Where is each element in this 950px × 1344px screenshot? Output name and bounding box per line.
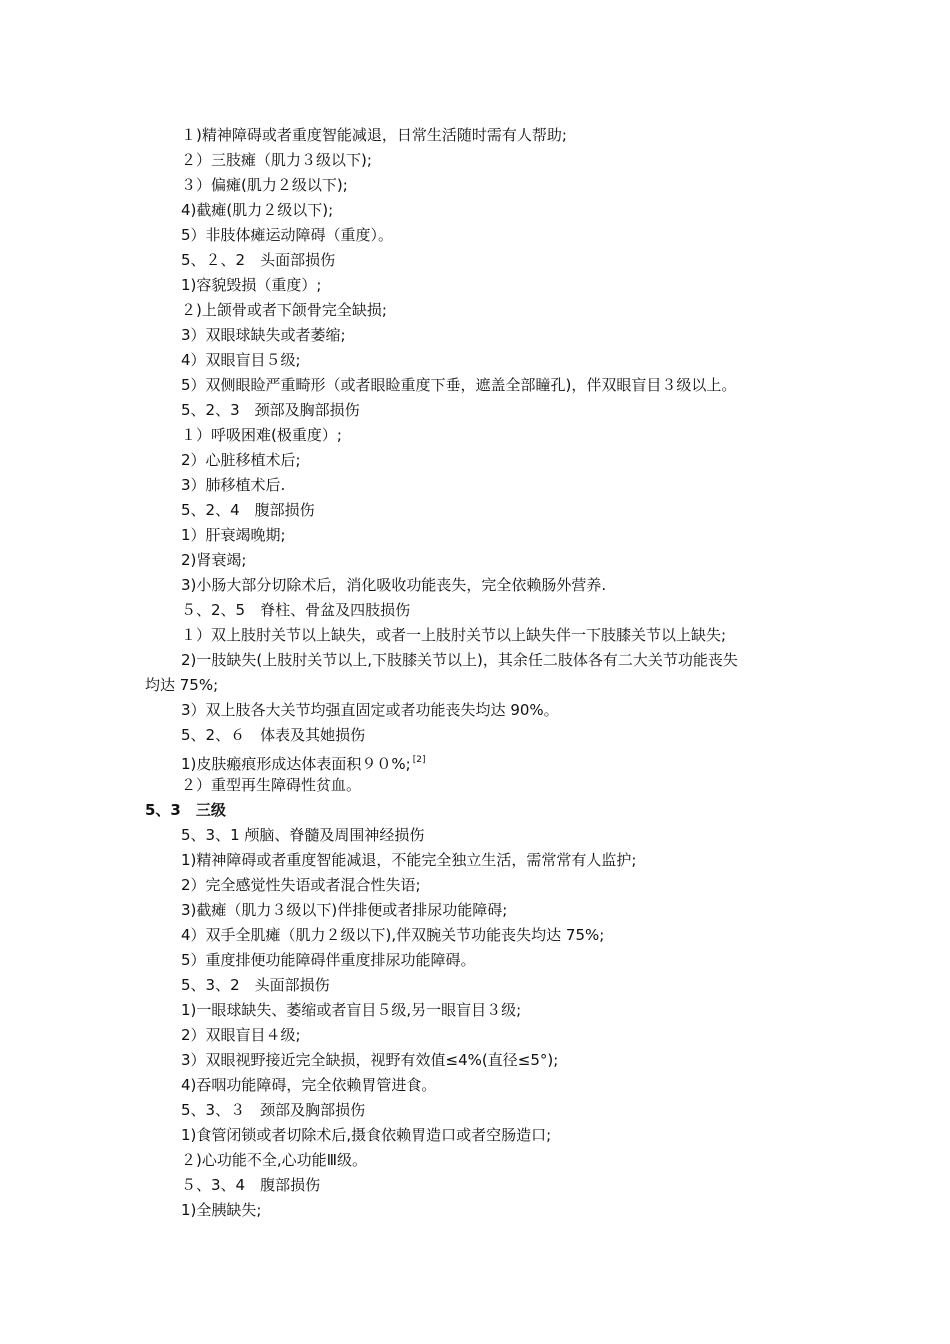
text-line: 4)截瘫(肌力２级以下);	[181, 201, 334, 219]
text-line: 1)皮肤瘢痕形成达体表面积９０%;	[181, 755, 411, 773]
section-heading: 5、3、1 颅脑、脊髓及周围神经损伤	[181, 826, 425, 844]
text-line: 2）心脏移植术后;	[181, 451, 301, 469]
text-line: １）双上肢肘关节以上缺失，或者一上肢肘关节以上缺失伴一下肢膝关节以上缺失;	[181, 626, 727, 644]
footnote-reference: [2]	[412, 755, 426, 765]
section-heading: 5、２、2 头面部损伤	[181, 251, 336, 269]
text-line: 1)全胰缺失;	[181, 1201, 262, 1219]
text-line-continuation: 均达 75%;	[145, 676, 219, 694]
text-line: 3）肺移植术后.	[181, 476, 286, 494]
text-line: 1）肝衰竭晚期;	[181, 526, 286, 544]
text-line: 2）完全感觉性失语或者混合性失语;	[181, 876, 421, 894]
text-line: 3)截瘫（肌力３级以下)伴排便或者排尿功能障碍;	[181, 901, 508, 919]
text-line: 5）非肢体瘫运动障碍（重度）。	[181, 226, 394, 244]
section-heading: ５、3、4 腹部损伤	[181, 1176, 321, 1194]
section-heading: 5、3、2 头面部损伤	[181, 976, 330, 994]
text-line-with-footnote	[181, 750, 425, 774]
section-heading: 5、2、4 腹部损伤	[181, 501, 315, 519]
text-line: １）呼吸困难(极重度）;	[181, 426, 342, 444]
text-line: 2）双眼盲目４级;	[181, 1026, 301, 1044]
section-heading: 5、3、３ 颈部及胸部损伤	[181, 1101, 366, 1119]
text-line: ３）偏瘫(肌力２级以下);	[181, 176, 348, 194]
text-line: 5）重度排便功能障碍伴重度排尿功能障碍。	[181, 951, 476, 969]
text-line: 3）双上肢各大关节均强直固定或者功能丧失均达 90%。	[181, 701, 559, 719]
text-line: 3)小肠大部分切除术后，消化吸收功能丧失，完全依赖肠外营养.	[181, 576, 607, 594]
text-line: 4）双手全肌瘫（肌力２级以下),伴双腕关节功能丧失均达 75%;	[181, 926, 605, 944]
section-heading: ５、2、5 脊柱、骨盆及四肢损伤	[181, 601, 411, 619]
text-line: 3）双眼视野接近完全缺损，视野有效值≤4%(直径≤5°);	[181, 1051, 559, 1069]
text-line: 1)容貌毁损（重度）;	[181, 276, 322, 294]
text-line: ２)心功能不全,心功能Ⅲ级。	[181, 1151, 367, 1169]
text-line: ２）三肢瘫（肌力３级以下);	[181, 151, 372, 169]
text-line: １)精神障碍或者重度智能减退，日常生活随时需有人帮助;	[181, 126, 567, 144]
text-line: 1)食管闭锁或者切除术后,摄食依赖胃造口或者空肠造口;	[181, 1126, 552, 1144]
section-heading: 5、2、3 颈部及胸部损伤	[181, 401, 360, 419]
text-line: 2)一肢缺失(上肢肘关节以上,下肢膝关节以上)，其余任二肢体各有二大关节功能丧失	[181, 651, 738, 669]
text-line: ２)上颌骨或者下颌骨完全缺损;	[181, 301, 387, 319]
text-line: 3）双眼球缺失或者萎缩;	[181, 326, 346, 344]
text-line: 1)一眼球缺失、萎缩或者盲目５级,另一眼盲目３级;	[181, 1001, 522, 1019]
text-line: 2)肾衰竭;	[181, 551, 247, 569]
text-line: 4）双眼盲目５级;	[181, 351, 301, 369]
text-line: 5）双侧眼睑严重畸形（或者眼睑重度下垂，遮盖全部瞳孔)，伴双眼盲目３级以上。	[181, 376, 737, 394]
text-line: 4)吞咽功能障碍，完全依赖胃管进食。	[181, 1076, 437, 1094]
text-line: ２）重型再生障碍性贫血。	[181, 776, 362, 794]
section-heading: 5、2、６ 体表及其她损伤	[181, 726, 366, 744]
text-line: 1)精神障碍或者重度智能减退，不能完全独立生活，需常常有人监护;	[181, 851, 637, 869]
chapter-heading: 5、3 三级	[145, 801, 226, 819]
